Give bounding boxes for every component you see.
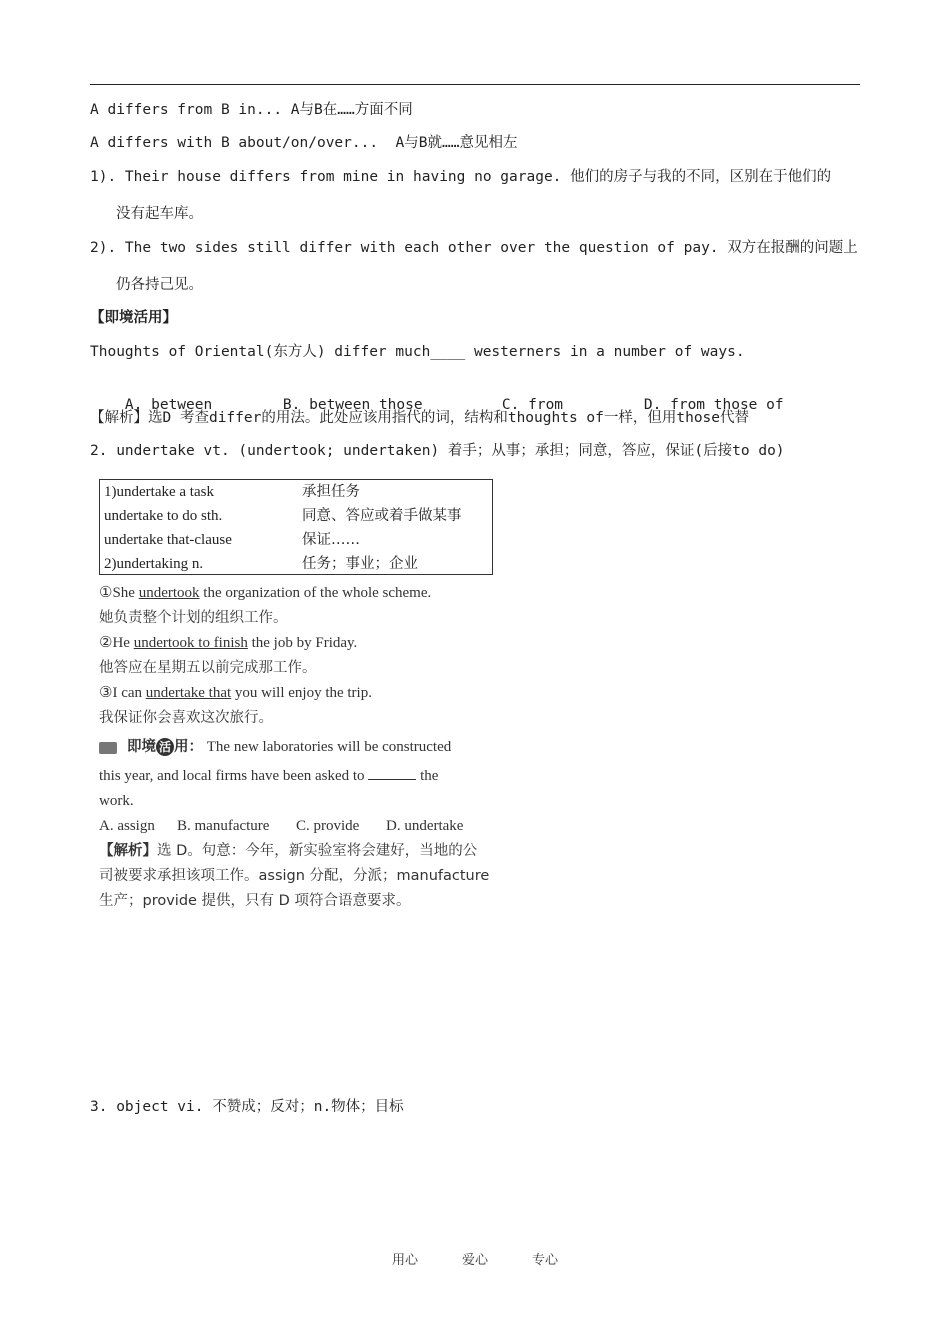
table-cell-en: undertake that-clause bbox=[104, 532, 232, 548]
option-a: A. between bbox=[124, 397, 213, 413]
undertake-example-1: ①She undertook the organization of the whole scheme. bbox=[99, 585, 432, 601]
practice-2-question-line-c: work. bbox=[99, 793, 134, 809]
example-2-line-b: 仍各持己见。 bbox=[116, 277, 203, 293]
table-row bbox=[104, 504, 488, 528]
option-d: D. undertake bbox=[386, 818, 464, 834]
undertake-example-3-zh: 我保证你会喜欢这次旅行。 bbox=[99, 710, 273, 726]
option-b: B. manufacture bbox=[177, 818, 270, 834]
example-1-line-a: 1). Their house differs from mine in having no garage. 他们的房子与我的不同，区别在于他们的 bbox=[90, 169, 832, 185]
practice-question: Thoughts of Oriental(东方人) differ much____ westerners in a number of ways. bbox=[90, 344, 745, 360]
practice-heading: 【即境活用】 bbox=[90, 310, 177, 326]
header-rule bbox=[90, 84, 860, 85]
page-footer bbox=[0, 1249, 950, 1268]
option-b: B. between those bbox=[282, 397, 423, 413]
answer-blank bbox=[368, 765, 416, 780]
option-d: D. from those of bbox=[643, 397, 784, 413]
footer-word: 用心 bbox=[391, 1253, 418, 1268]
practice-2-options bbox=[99, 815, 463, 837]
table-row bbox=[104, 480, 488, 504]
undertake-example-3: ③I can undertake that you will enjoy the trip. bbox=[99, 685, 372, 701]
footer-word: 爱心 bbox=[461, 1253, 488, 1268]
table-cell-en: 2)undertaking n. bbox=[104, 556, 204, 572]
table-cell-zh: 任务；事业；企业 bbox=[302, 556, 418, 572]
note-line-1: A differs from B in... A与B在……方面不同 bbox=[90, 102, 413, 118]
practice-2-analysis-line-c: 生产；provide 提供，只有 D 项符合语意要求。 bbox=[99, 893, 411, 909]
table-row bbox=[104, 552, 488, 576]
practice-2-analysis-line-a: 【解析】选 D。句意：今年，新实验室将会建好，当地的公 bbox=[99, 843, 478, 859]
practice-2-analysis-line-b: 司被要求承担该项工作。assign 分配，分派；manufacture bbox=[99, 868, 490, 884]
table-cell-zh: 同意、答应或着手做某事 bbox=[302, 508, 462, 524]
book-icon bbox=[99, 740, 125, 756]
table-cell-zh: 保证…… bbox=[302, 532, 360, 548]
item-3-title: 3. object vi. 不赞成；反对；n.物体；目标 bbox=[90, 1099, 404, 1115]
option-c: C. provide bbox=[296, 818, 360, 834]
practice-2-question-line-b: this year, and local firms have been asked to the bbox=[99, 765, 438, 787]
table-cell-en: 1)undertake a task bbox=[104, 484, 214, 500]
table-cell-en: undertake to do sth. bbox=[104, 508, 223, 524]
practice-analysis: 【解析】选D 考查differ的用法。此处应该用指代的词，结构和thoughts of一样，但用those代替 bbox=[90, 410, 750, 426]
huo-badge-icon: 活 bbox=[156, 738, 174, 756]
table-cell-zh: 承担任务 bbox=[302, 484, 360, 500]
undertake-example-2-zh: 他答应在星期五以前完成那工作。 bbox=[99, 660, 317, 676]
footer-word: 专心 bbox=[532, 1253, 559, 1268]
undertake-example-1-zh: 她负责整个计划的组织工作。 bbox=[99, 610, 288, 626]
option-c: C. from bbox=[501, 397, 564, 413]
item-2-title: 2. undertake vt. (undertook; undertaken) 着手；从事；承担；同意，答应，保证(后接to do) bbox=[90, 443, 785, 459]
table-row bbox=[104, 528, 488, 552]
option-a: A. assign bbox=[99, 818, 155, 834]
practice-2-question-line-a: 即境 活 用： The new laboratories will be constructed bbox=[99, 736, 451, 758]
undertake-usage-table bbox=[99, 479, 493, 575]
undertake-example-2: ②He undertook to finish the job by Friday. bbox=[99, 635, 358, 651]
note-line-2: A differs with B about/on/over... A与B就……意见相左 bbox=[90, 135, 518, 151]
example-1-line-b: 没有起车库。 bbox=[116, 206, 203, 222]
example-2-line-a: 2). The two sides still differ with each other over the question of pay. 双方在报酬的问题上 bbox=[90, 240, 858, 256]
